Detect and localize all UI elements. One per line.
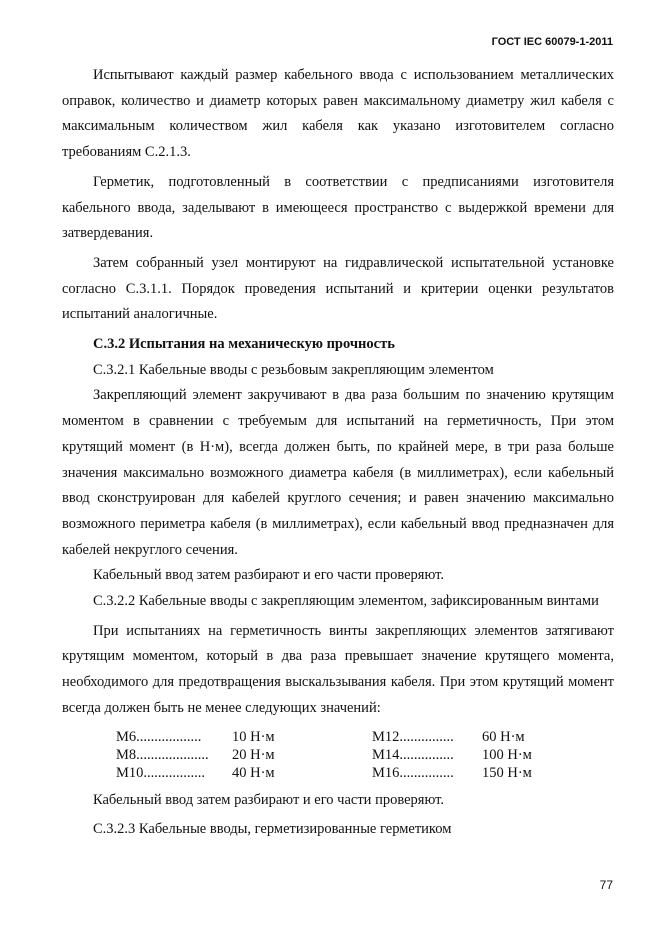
subsection-heading-c323: С.3.2.3 Кабельные вводы, герметизированные герметиком — [93, 821, 452, 838]
torque-value: 10 Н·м — [232, 728, 275, 745]
thread-size: М16............... — [372, 764, 454, 781]
subsection-heading-c322: С.3.2.2 Кабельные вводы с закрепляющим элементом, зафиксированным винтами — [93, 593, 599, 610]
section-heading-c32: С.3.2 Испытания на механическую прочность — [93, 336, 395, 353]
thread-size: М12............... — [372, 728, 454, 745]
paragraph: Кабельный ввод затем разбирают и его части проверяют. — [93, 567, 444, 584]
thread-size: М14............... — [372, 746, 454, 763]
paragraph: Кабельный ввод затем разбирают и его части проверяют. — [93, 791, 444, 808]
torque-table — [116, 728, 532, 782]
table-row — [116, 764, 532, 782]
paragraph: Испытывают каждый размер кабельного ввода с использованием металлических оправок, количество и диаметр которых равен максимальному диаметру жил кабеля с максимальным количеством жил кабеля как указано изготовителем согласно требованиям С.2.1.3. — [62, 67, 614, 161]
subsection-heading-c321: С.3.2.1 Кабельные вводы с резьбовым закрепляющим элементом — [93, 361, 494, 378]
thread-size: М6.................. — [116, 728, 202, 745]
table-row — [116, 728, 532, 746]
paragraph: Герметик, подготовленный в соответствии с предписаниями изготовителя кабельного ввода, заделывают в имеющееся пространство с выдержкой времени для затвердевания. — [62, 173, 614, 242]
thread-size: М10................. — [116, 764, 206, 781]
torque-value: 40 Н·м — [232, 764, 275, 781]
paragraph: Затем собранный узел монтируют на гидравлической испытательной установке согласно С.3.1.1. Порядок проведения испытаний и критерии оценки результатов испытаний аналогичные. — [62, 254, 614, 323]
document-header: ГОСТ IEC 60079-1-2011 — [491, 36, 613, 48]
torque-value: 60 Н·м — [482, 728, 525, 745]
table-row — [116, 746, 532, 764]
page-number: 77 — [599, 878, 613, 892]
torque-value: 100 Н·м — [482, 746, 532, 763]
torque-value: 20 Н·м — [232, 746, 275, 763]
torque-value: 150 Н·м — [482, 764, 532, 781]
paragraph: Закрепляющий элемент закручивают в два раза большим по значению крутящим моментом в сравнении с требуемым для испытаний на герметичность, При этом крутящий момент (в Н·м), всегда должен быть, по крайней мере, в три раза больше значения максимально возможного диаметра кабеля (в миллиметрах), если кабельный ввод сконструирован для кабелей круглого сечения; и равен значению максимально возможного периметра кабеля (в миллиметрах), если кабельный ввод предназначен для кабелей некруглого сечения. — [62, 387, 614, 558]
paragraph: При испытаниях на герметичность винты закрепляющих элементов затягивают крутящим моментом, который в два раза превышает значение крутящего момента, необходимого для предотвращения выскальзывания кабеля. При этом крутящий момент всегда должен быть не менее следующих значений: — [62, 622, 614, 716]
thread-size: М8.................... — [116, 746, 209, 763]
page-body — [62, 63, 614, 843]
